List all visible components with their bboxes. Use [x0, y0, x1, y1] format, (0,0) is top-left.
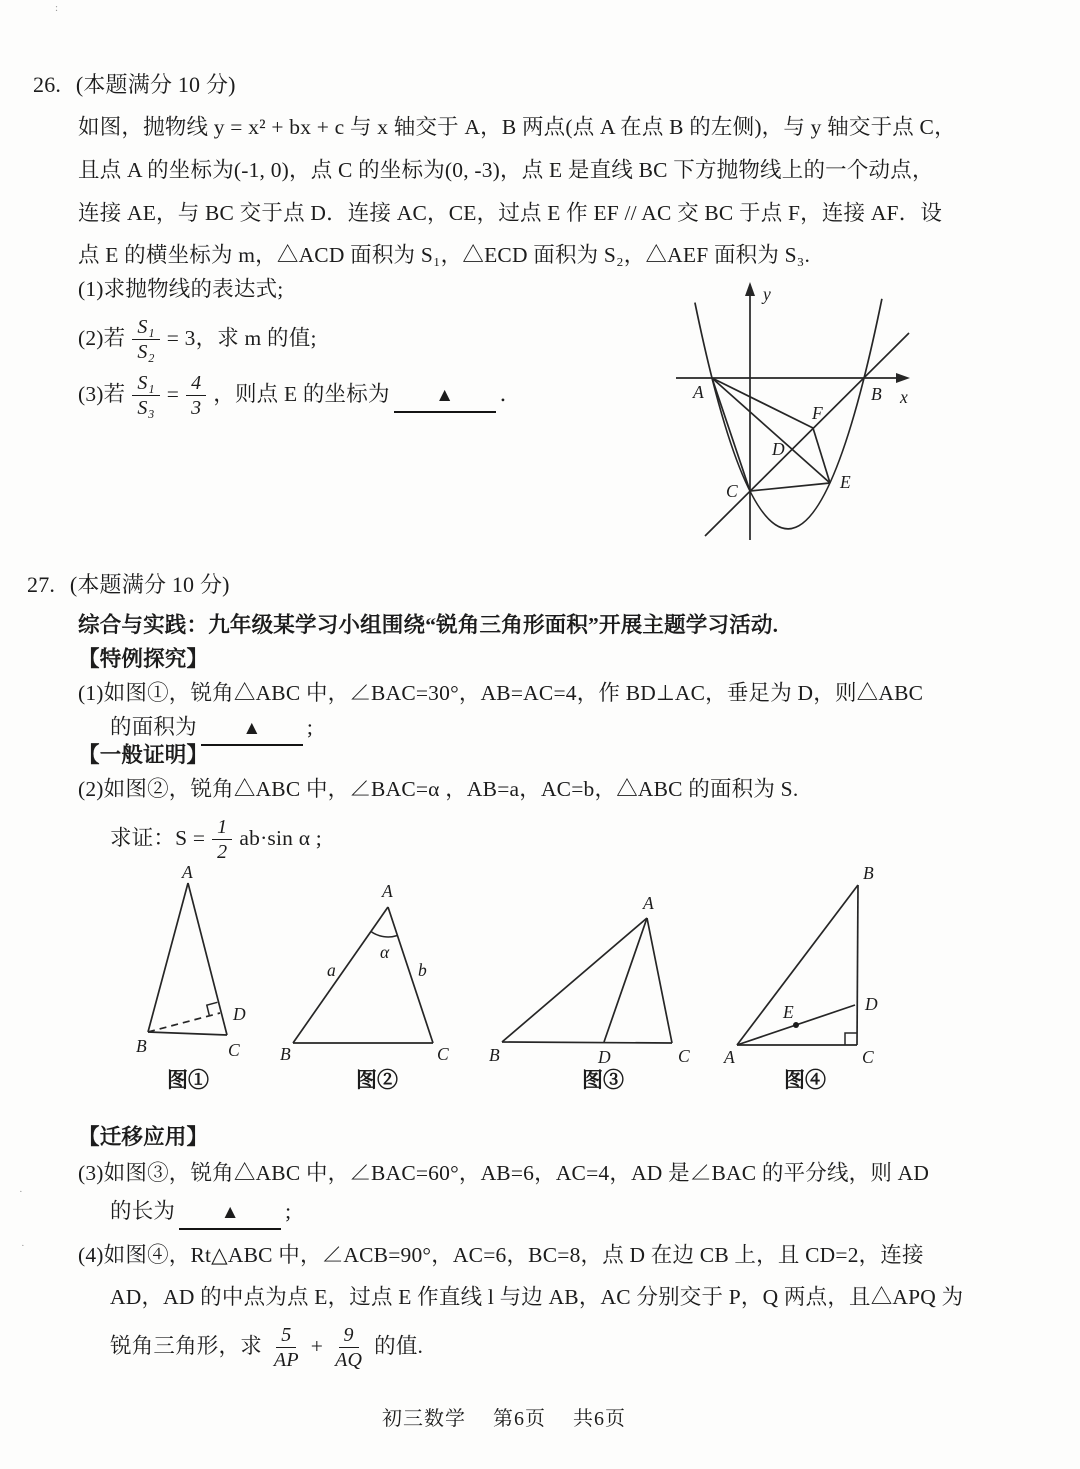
figure-3-caption: 图③: [582, 1068, 624, 1092]
q26-part3-prefix: (3)若: [78, 381, 126, 406]
fraction-denominator: AQ: [335, 1349, 363, 1372]
q27-part2-proof: [110, 816, 322, 864]
q27-part1-line1: (1)如图①，锐角△ABC 中，∠BAC=30°，AB=AC=4，作 BD⊥AC，垂足为 D，则△ABC: [78, 681, 924, 705]
figure-1-caption: 图①: [167, 1068, 209, 1092]
label-C: C: [726, 481, 738, 501]
figure-2-caption: 图②: [356, 1068, 398, 1092]
label-D: D: [865, 994, 878, 1014]
q26-part2-suffix: = 3，求 m 的值;: [166, 325, 317, 350]
footer-page-number: 第6页: [493, 1408, 546, 1430]
label-A: A: [382, 881, 393, 901]
q27-part2-line1: (2)如图②，锐角△ABC 中，∠BAC=α ，AB=a，AC=b，△ABC 的面积为 S.: [78, 777, 799, 801]
footer-course: 初三数学: [382, 1408, 466, 1430]
q27-part4-prefix: 锐角三角形，求: [110, 1333, 262, 1358]
label-B: B: [489, 1045, 500, 1065]
q26-number: 26.: [33, 72, 62, 97]
right-angle-mark: [845, 1033, 857, 1045]
side-bc: [148, 1032, 227, 1035]
fraction-denominator: S₂: [137, 341, 155, 364]
scan-artifact: ·: [19, 1186, 23, 1198]
side-ac: [647, 918, 672, 1043]
segment-ce: [750, 483, 830, 491]
x-axis-arrow-icon: [896, 373, 910, 383]
label-E: E: [783, 1002, 794, 1022]
q27-proof-prefix: 求证：S =: [110, 825, 206, 850]
label-A: A: [182, 866, 193, 882]
q27-part1-suffix: ;: [306, 715, 313, 739]
fraction-denominator: AP: [273, 1349, 299, 1372]
q27-part4-line3: [110, 1324, 423, 1372]
label-side-b: b: [418, 960, 427, 980]
q27-figure-2: [280, 880, 455, 1062]
line-bc: [705, 333, 909, 536]
q26-body-line-2: 且点 A 的坐标为(-1, 0)，点 C 的坐标为(0, -3)，点 E 是直线 BC 下方抛物线上的一个动点，: [78, 158, 934, 182]
q27-figure-4: [718, 863, 890, 1067]
q26-part-2: [78, 316, 317, 364]
fraction-s1-s2: [132, 316, 159, 364]
q27-part4-suffix: 的值.: [374, 1333, 424, 1358]
fraction-numerator: S₁: [132, 316, 159, 340]
side-ac: [188, 883, 227, 1035]
q27-section-special-case: 【特例探究】: [78, 647, 209, 671]
label-side-a: a: [327, 960, 336, 980]
q26-part3-mid: ，则点 E 的坐标为: [213, 381, 390, 406]
label-B: B: [863, 863, 874, 883]
q27-part3-line1: (3)如图③，锐角△ABC 中，∠BAC=60°，AB=6，AC=4，AD 是∠BAC 的平分线，则 AD: [78, 1161, 930, 1185]
q27-part4-plus: +: [310, 1333, 324, 1358]
answer-blank: [394, 379, 496, 413]
q27-figure-3: [488, 895, 694, 1065]
side-ab: [293, 907, 388, 1043]
q27-section-transfer: 【迁移应用】: [78, 1125, 209, 1149]
fraction-numerator: 5: [276, 1324, 296, 1348]
label-D: D: [598, 1047, 611, 1065]
q26-body-line-3: 连接 AE，与 BC 交于点 D．连接 AC，CE，过点 E 作 EF // AC 交 BC 于点 F，连接 AF．设: [78, 201, 943, 225]
q27-part3-suffix: ;: [285, 1199, 292, 1223]
q26-body-line-1: 如图，抛物线 y = x² + bx + c 与 x 轴交于 A，B 两点(点 A 在点 B 的左侧)，与 y 轴交于点 C，: [78, 115, 956, 139]
q27-section-general-proof: 【一般证明】: [78, 743, 209, 767]
label-E: E: [840, 472, 851, 492]
label-F: F: [812, 403, 823, 423]
answer-blank: [201, 712, 303, 746]
fraction-1-2: [212, 816, 232, 864]
label-A: A: [724, 1047, 735, 1067]
label-B: B: [280, 1044, 291, 1062]
q26-part3-equals: =: [166, 381, 180, 406]
scan-artifact: :: [55, 2, 59, 14]
page-footer: [382, 1402, 626, 1431]
q26-part-1: (1)求抛物线的表达式;: [78, 277, 284, 301]
answer-blank: [179, 1196, 281, 1230]
right-angle-mark: [207, 1002, 218, 1016]
q27-part4-line2: AD，AD 的中点为点 E，过点 E 作直线 l 与边 AB，AC 分别交于 P，Q 两点，且△APQ 为: [110, 1285, 964, 1309]
label-C: C: [678, 1046, 690, 1065]
label-C: C: [862, 1047, 874, 1067]
q27-part3-line2: [110, 1196, 291, 1230]
fraction-4-3: [186, 372, 206, 420]
fraction-9-aq: [330, 1324, 367, 1372]
q27-figure-1: [120, 866, 270, 1062]
label-B: B: [136, 1036, 147, 1056]
fraction-5-ap: [269, 1324, 304, 1372]
fraction-denominator: 3: [191, 397, 202, 420]
q27-part3-prefix: 的长为: [110, 1199, 176, 1223]
answer-triangle-icon: ▲: [242, 718, 262, 739]
label-C: C: [228, 1040, 240, 1060]
q26-part2-prefix: (2)若: [78, 325, 126, 350]
fraction-numerator: 9: [339, 1324, 359, 1348]
q26-score: (本题满分 10 分): [75, 72, 236, 97]
point-e-dot: [793, 1022, 799, 1028]
answer-triangle-icon: ▲: [220, 1202, 240, 1223]
label-A: A: [643, 895, 654, 913]
q26-header: [33, 70, 236, 100]
label-D: D: [772, 439, 785, 459]
label-C: C: [437, 1044, 449, 1062]
side-ab: [148, 883, 188, 1032]
q27-intro: 综合与实践：九年级某学习小组围绕“锐角三角形面积”开展主题学习活动.: [78, 613, 779, 637]
side-bc: [502, 1042, 672, 1043]
fraction-numerator: 4: [186, 372, 206, 396]
figure-4-caption: 图④: [784, 1068, 826, 1092]
label-A: A: [693, 382, 704, 402]
side-cb: [857, 885, 858, 1045]
q26-figure: [648, 272, 938, 557]
q27-part4-line1: (4)如图④，Rt△ABC 中，∠ACB=90°，AC=6，BC=8，点 D 在边 CB 上，且 CD=2，连接: [78, 1243, 924, 1267]
label-alpha: α: [380, 942, 390, 962]
q27-header: [27, 570, 230, 600]
answer-triangle-icon: ▲: [435, 384, 455, 406]
q27-proof-suffix: ab·sin α ;: [239, 825, 322, 850]
label-B: B: [871, 384, 882, 404]
fraction-denominator: 2: [217, 841, 228, 864]
fraction-denominator: S₃: [137, 397, 155, 420]
y-axis-arrow-icon: [745, 282, 755, 296]
q27-number: 27.: [27, 572, 56, 597]
q26-part3-period: ．: [499, 381, 522, 406]
fraction-numerator: S₁: [132, 372, 159, 396]
segment-bd-dashed: [148, 1013, 220, 1032]
label-D: D: [233, 1004, 246, 1024]
q26-part-3: [78, 372, 521, 420]
fraction-s1-s3: [132, 372, 159, 420]
side-ba: [737, 885, 858, 1045]
q27-score: (本题满分 10 分): [69, 572, 230, 597]
fraction-numerator: 1: [212, 816, 232, 840]
parabola-curve: [695, 299, 882, 529]
angle-arc: [371, 932, 398, 937]
label-y-axis: y: [763, 284, 771, 304]
scan-artifact: ·: [21, 1240, 25, 1252]
footer-total-pages: 共6页: [573, 1408, 626, 1430]
q26-body-line-4: 点 E 的横坐标为 m，△ACD 面积为 S₁，△ECD 面积为 S₂，△AEF 面积为 S₃.: [78, 243, 811, 267]
label-x-axis: x: [900, 387, 908, 407]
q27-part1-prefix: 的面积为: [110, 715, 197, 739]
